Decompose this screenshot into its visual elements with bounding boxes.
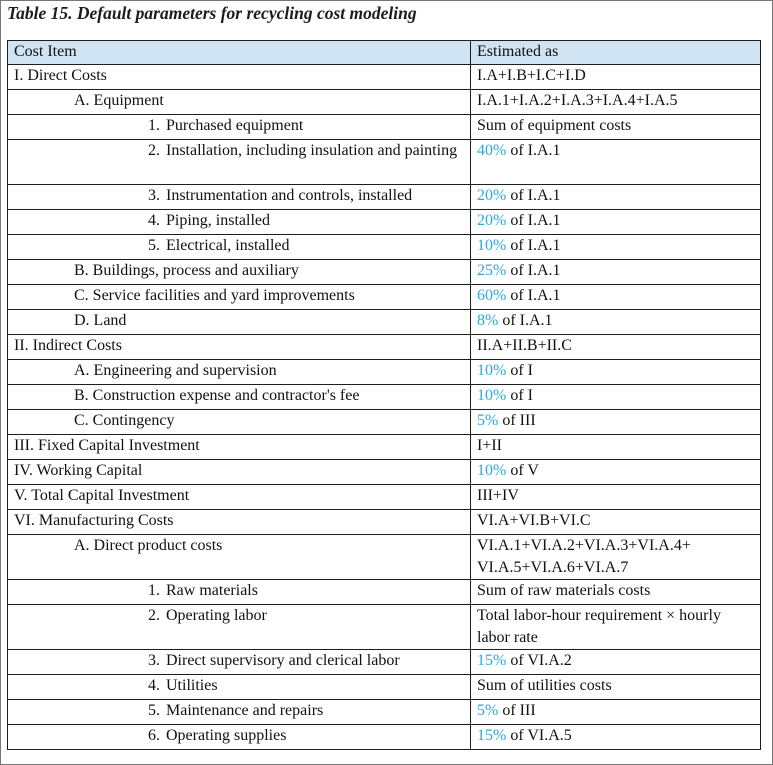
estimated-as-cell [471, 65, 761, 90]
cost-item-cell [8, 90, 471, 115]
table-row [8, 605, 761, 650]
table-row [8, 235, 761, 260]
cost-item [14, 385, 464, 407]
estimated-as-cell [471, 410, 761, 435]
cost-item [14, 605, 464, 627]
item-number: 5. [148, 702, 160, 719]
cost-item-cell [8, 140, 471, 185]
table-row [8, 485, 761, 510]
table-row [8, 260, 761, 285]
estimate-text: I+II [477, 437, 503, 454]
table-row [8, 65, 761, 90]
item-label: Electrical, installed [166, 237, 290, 254]
estimated-as-cell [471, 310, 761, 335]
estimate-text: Total labor-hour requirement × hourly labor rate [477, 607, 725, 646]
item-number: 5. [148, 237, 160, 254]
item-number: 4. [148, 677, 160, 694]
cost-item-cell [8, 385, 471, 410]
table-header-row [8, 41, 761, 65]
percentage-value: 20% [477, 212, 507, 229]
estimate-text: of I.A.1 [498, 312, 553, 329]
table-row [8, 410, 761, 435]
estimated-as-cell [471, 140, 761, 185]
estimate-text: of VI.A.2 [506, 652, 572, 669]
table-row [8, 360, 761, 385]
estimated-as-cell [471, 535, 761, 580]
cost-item [14, 310, 464, 332]
cost-item-cell [8, 185, 471, 210]
cost-item [14, 460, 464, 482]
item-number: 3. [148, 652, 160, 669]
percentage-value: 10% [477, 237, 507, 254]
table-row [8, 725, 761, 750]
cost-parameters-table [7, 40, 761, 750]
estimate-text: of VI.A.5 [506, 727, 572, 744]
cost-item-cell [8, 235, 471, 260]
percentage-value: 5% [477, 412, 499, 429]
header-cost-item: Cost Item [8, 41, 471, 65]
item-number: 1. [148, 582, 160, 599]
estimate-text: of I.A.1 [506, 287, 561, 304]
estimated-as-cell [471, 580, 761, 605]
cost-item-cell [8, 675, 471, 700]
estimated-as-cell [471, 285, 761, 310]
cost-item-cell [8, 580, 471, 605]
estimated-as-cell [471, 675, 761, 700]
estimate-text: of III [498, 412, 536, 429]
table-row [8, 285, 761, 310]
estimate-text: Sum of equipment costs [477, 117, 632, 134]
table-row [8, 675, 761, 700]
estimate-text: VI.A.1+VI.A.2+VI.A.3+VI.A.4+ VI.A.5+VI.A.6+VI.A.7 [477, 537, 695, 576]
cost-item-cell [8, 260, 471, 285]
estimated-as-cell [471, 185, 761, 210]
cost-item [14, 65, 464, 87]
percentage-value: 20% [477, 187, 507, 204]
cost-item [14, 140, 464, 162]
table-row [8, 90, 761, 115]
estimated-as-cell [471, 335, 761, 360]
cost-item [14, 675, 464, 697]
cost-item-cell [8, 360, 471, 385]
table-body [8, 65, 761, 750]
item-label: Direct supervisory and clerical labor [166, 652, 400, 669]
cost-item-cell [8, 700, 471, 725]
cost-item [14, 360, 464, 382]
percentage-value: 10% [477, 362, 507, 379]
item-label: III. Fixed Capital Investment [14, 437, 200, 454]
item-label: IV. Working Capital [14, 462, 143, 479]
estimate-text: I.A.1+I.A.2+I.A.3+I.A.4+I.A.5 [477, 92, 678, 109]
item-label: V. Total Capital Investment [14, 487, 190, 504]
estimated-as-cell [471, 510, 761, 535]
cost-item-cell [8, 210, 471, 235]
percentage-value: 40% [477, 142, 507, 159]
estimate-text: II.A+II.B+II.C [477, 337, 572, 354]
item-label: D. Land [74, 312, 127, 329]
table-row [8, 335, 761, 360]
cost-item [14, 535, 464, 557]
percentage-value: 60% [477, 287, 507, 304]
item-label: B. Construction expense and contractor's fee [74, 387, 360, 404]
table-row [8, 140, 761, 185]
cost-item [14, 580, 464, 602]
percentage-value: 25% [477, 262, 507, 279]
cost-item [14, 115, 464, 137]
item-label: B. Buildings, process and auxiliary [74, 262, 299, 279]
cost-item [14, 285, 464, 307]
estimated-as-cell [471, 260, 761, 285]
estimate-text: Sum of raw materials costs [477, 582, 651, 599]
estimated-as-cell [471, 235, 761, 260]
cost-item [14, 725, 464, 747]
item-label: C. Service facilities and yard improvements [74, 287, 355, 304]
estimated-as-cell [471, 725, 761, 750]
cost-item [14, 700, 464, 722]
estimate-text: Sum of utilities costs [477, 677, 612, 694]
cost-item-cell [8, 310, 471, 335]
item-label: Utilities [166, 677, 218, 694]
item-label: Raw materials [166, 582, 258, 599]
item-label: A. Direct product costs [74, 537, 223, 554]
item-label: Operating labor [166, 607, 267, 624]
cost-item-cell [8, 435, 471, 460]
estimated-as-cell [471, 385, 761, 410]
table-row [8, 510, 761, 535]
estimate-text: VI.A+VI.B+VI.C [477, 512, 591, 529]
cost-item [14, 185, 464, 207]
estimate-text: of I.A.1 [506, 237, 561, 254]
cost-item-cell [8, 605, 471, 650]
estimated-as-cell [471, 605, 761, 650]
estimate-text: of I.A.1 [506, 262, 561, 279]
estimate-text: of I.A.1 [506, 212, 561, 229]
item-number: 6. [148, 727, 160, 744]
item-label: Instrumentation and controls, installed [166, 187, 413, 204]
cost-item [14, 410, 464, 432]
table-caption: Table 15. Default parameters for recycling cost modeling [7, 3, 417, 23]
table-row [8, 310, 761, 335]
estimated-as-cell [471, 115, 761, 140]
percentage-value: 15% [477, 727, 507, 744]
cost-item-cell [8, 485, 471, 510]
item-label: Maintenance and repairs [166, 702, 324, 719]
item-label: C. Contingency [74, 412, 175, 429]
cost-item [14, 210, 464, 232]
percentage-value: 15% [477, 652, 507, 669]
item-number: 2. [148, 607, 160, 624]
percentage-value: 10% [477, 462, 507, 479]
cost-item-cell [8, 510, 471, 535]
table-row [8, 435, 761, 460]
table-row [8, 115, 761, 140]
estimated-as-cell [471, 650, 761, 675]
estimate-text: of I [506, 362, 533, 379]
item-number: 3. [148, 187, 160, 204]
item-number: 2. [148, 142, 160, 159]
item-label: Piping, installed [166, 212, 270, 229]
table-row [8, 385, 761, 410]
estimate-text: III+IV [477, 487, 519, 504]
item-label: Installation, including insulation and painting [166, 142, 458, 159]
estimated-as-cell [471, 485, 761, 510]
table-row [8, 210, 761, 235]
cost-item-cell [8, 650, 471, 675]
item-label: A. Equipment [74, 92, 164, 109]
item-label: VI. Manufacturing Costs [14, 512, 174, 529]
estimate-text: of V [506, 462, 539, 479]
cost-item-cell [8, 115, 471, 140]
estimate-text: I.A+I.B+I.C+I.D [477, 67, 586, 84]
cost-item [14, 650, 464, 672]
estimate-text: of I [506, 387, 533, 404]
cost-item-cell [8, 460, 471, 485]
cost-item-cell [8, 725, 471, 750]
cost-item-cell [8, 535, 471, 580]
percentage-value: 10% [477, 387, 507, 404]
cost-item [14, 260, 464, 282]
cost-item [14, 90, 464, 112]
estimated-as-cell [471, 360, 761, 385]
table-row [8, 650, 761, 675]
table-row [8, 185, 761, 210]
estimate-text: of I.A.1 [506, 142, 561, 159]
item-number: 1. [148, 117, 160, 134]
cost-item [14, 510, 464, 532]
cost-item-cell [8, 335, 471, 360]
item-label: Operating supplies [166, 727, 287, 744]
cost-item-cell [8, 285, 471, 310]
estimated-as-cell [471, 700, 761, 725]
estimated-as-cell [471, 435, 761, 460]
item-label: Purchased equipment [166, 117, 304, 134]
estimate-text: of I.A.1 [506, 187, 561, 204]
estimated-as-cell [471, 210, 761, 235]
percentage-value: 5% [477, 702, 499, 719]
header-estimated-as: Estimated as [471, 41, 761, 65]
table-row [8, 535, 761, 580]
table-row [8, 700, 761, 725]
table-row [8, 460, 761, 485]
cost-item [14, 485, 464, 507]
estimate-text: of III [498, 702, 536, 719]
table-row [8, 580, 761, 605]
cost-item [14, 435, 464, 457]
item-label: I. Direct Costs [14, 67, 107, 84]
cost-item [14, 335, 464, 357]
cost-item-cell [8, 65, 471, 90]
cost-item [14, 235, 464, 257]
estimated-as-cell [471, 90, 761, 115]
item-label: A. Engineering and supervision [74, 362, 277, 379]
item-number: 4. [148, 212, 160, 229]
estimated-as-cell [471, 460, 761, 485]
cost-item-cell [8, 410, 471, 435]
percentage-value: 8% [477, 312, 499, 329]
item-label: II. Indirect Costs [14, 337, 122, 354]
